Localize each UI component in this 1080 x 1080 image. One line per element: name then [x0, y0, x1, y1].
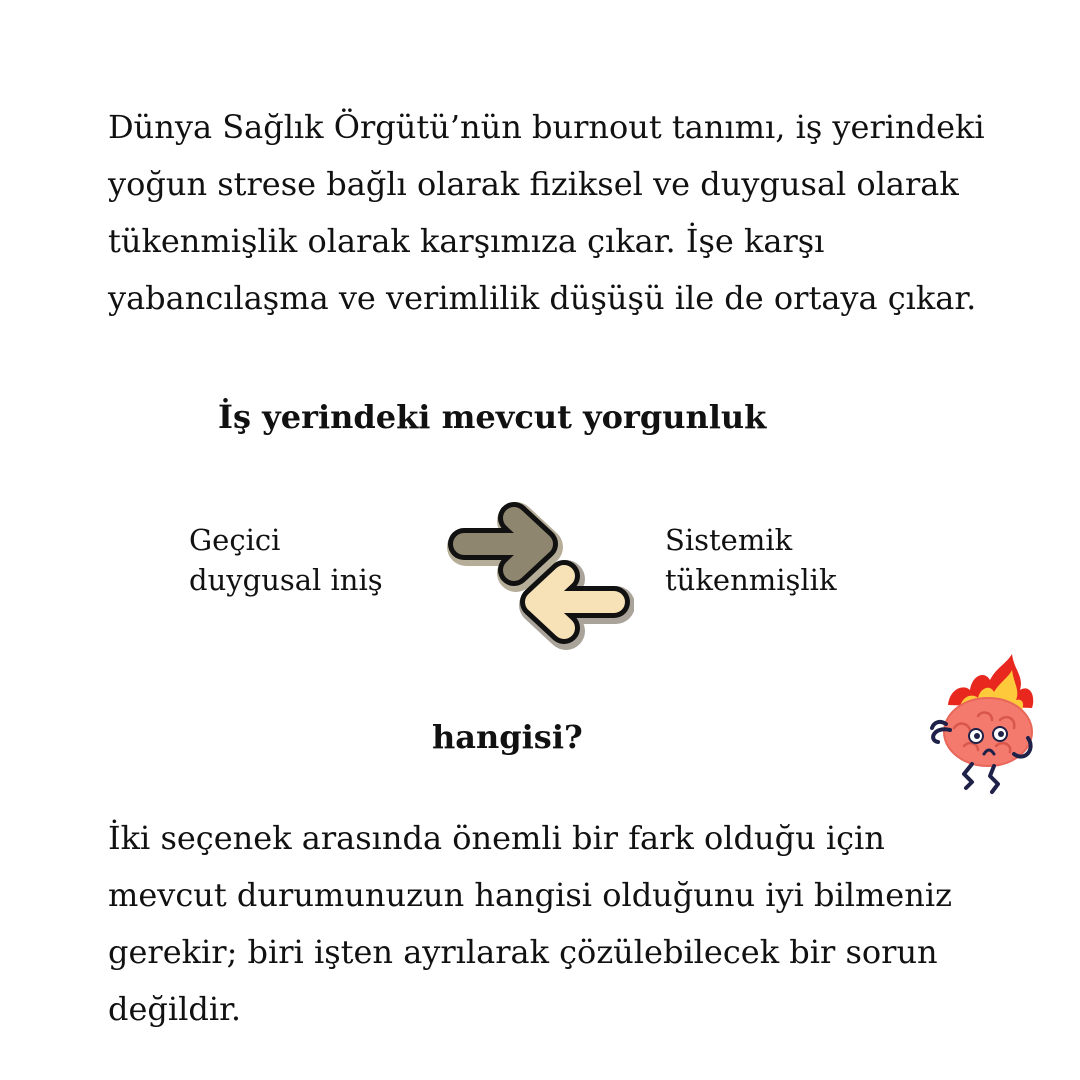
intro-line: yabancılaşma ve verimlilik düşüşü ile de ortaya çıkar. [108, 279, 977, 317]
outro-line: İki seçenek arasında önemli bir fark olduğu için [108, 819, 885, 857]
intro-line: tükenmişlik olarak karşımıza çıkar. İşe karşı [108, 222, 825, 260]
question-heading: hangisi? [432, 718, 583, 756]
outro-line: gerekir; biri işten ayrılarak çözülebilecek bir sorun [108, 933, 938, 971]
outro-line: mevcut durumunuzun hangisi olduğunu iyi bilmeniz [108, 876, 952, 914]
option-temporary-emotional-dip [189, 520, 449, 600]
option-left-line-2: duygusal iniş [189, 563, 383, 597]
burning-brain-icon [920, 650, 1045, 800]
section-title: İş yerindeki mevcut yorgunluk [218, 398, 767, 436]
intro-line: Dünya Sağlık Örgütü’nün burnout tanımı, iş yerindeki [108, 108, 985, 146]
option-right-line-1: Sistemik [665, 523, 793, 557]
outro-paragraph [108, 810, 1008, 1038]
intro-paragraph [108, 99, 1008, 327]
outro-line: değildir. [108, 990, 242, 1028]
arrow-right-icon [464, 518, 544, 573]
option-right-line-2: tükenmişlik [665, 563, 837, 597]
intro-line: yoğun strese bağlı olarak fiziksel ve duygusal olarak [108, 165, 959, 203]
option-systemic-burnout [665, 520, 925, 600]
option-left-line-1: Geçici [189, 523, 281, 557]
arrow-left-icon [536, 576, 616, 631]
exchange-arrows-icon [444, 496, 634, 656]
